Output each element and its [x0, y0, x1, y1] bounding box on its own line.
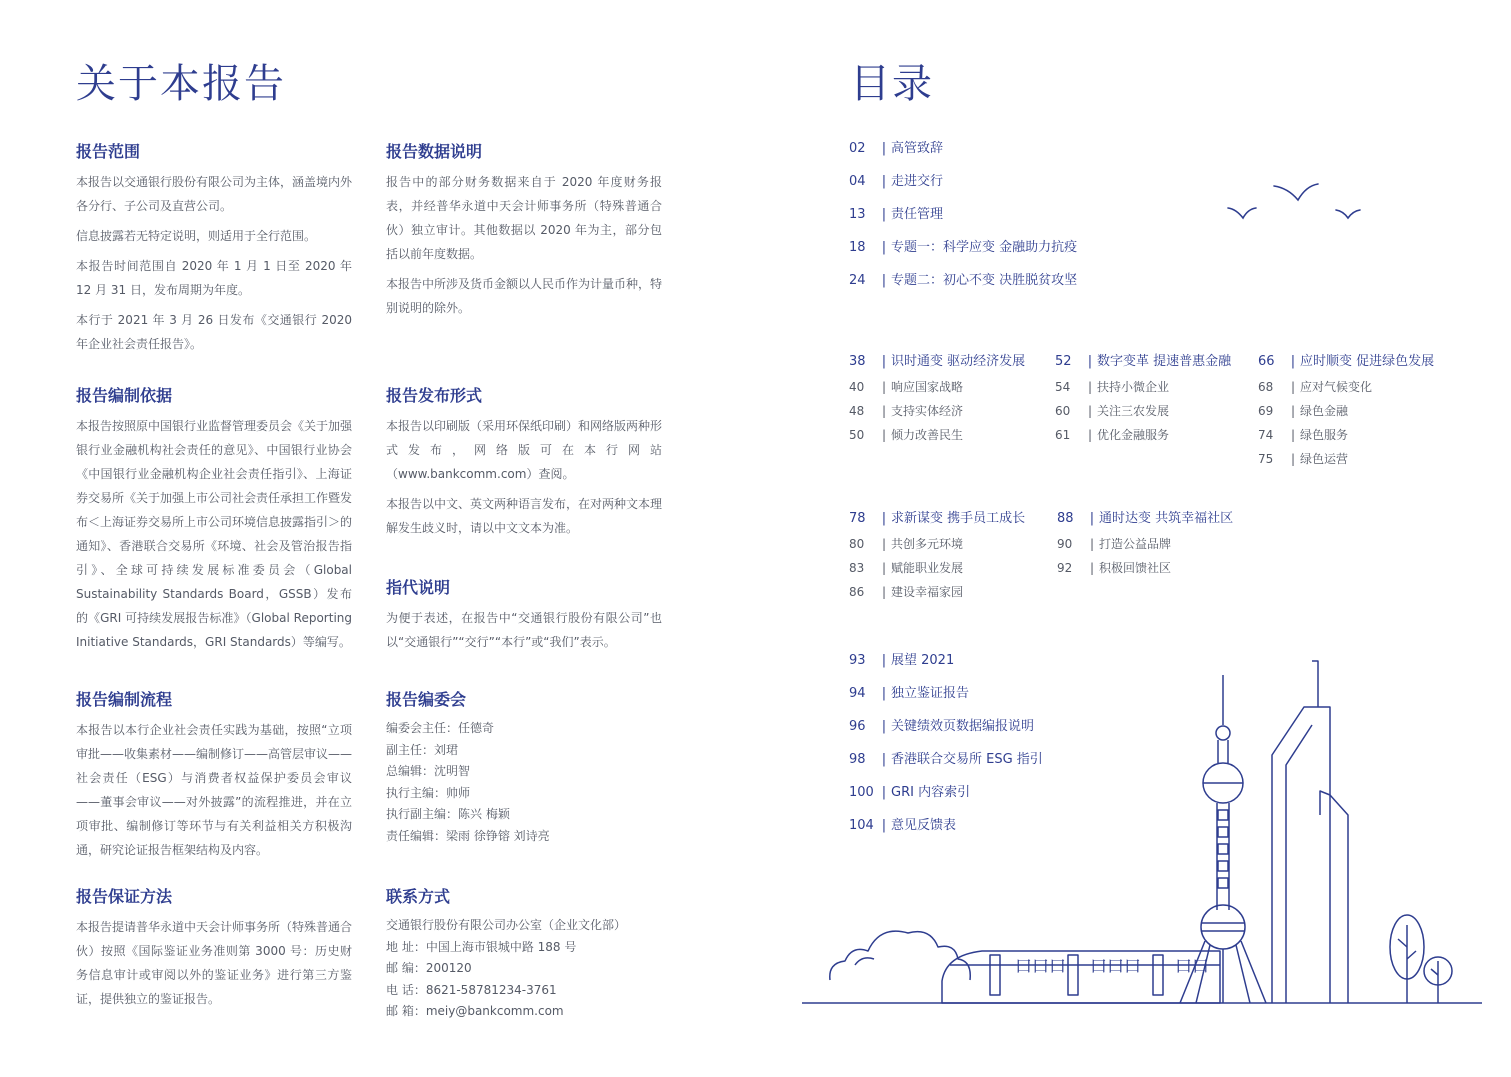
section-heading: 联系方式: [386, 887, 451, 906]
toc-item[interactable]: [849, 140, 943, 158]
toc-separator: |: [881, 585, 887, 599]
toc-page-number: 93: [849, 653, 866, 668]
section-contact: [386, 885, 686, 1023]
toc-page-number: 54: [1055, 380, 1071, 394]
section-heading: 报告编委会: [386, 690, 467, 709]
toc-label: 数字变革 提速普惠金融: [1097, 354, 1232, 369]
toc-page-number: 96: [849, 719, 866, 734]
toc-page-number: 52: [1055, 354, 1072, 369]
section-basis: [76, 384, 352, 660]
toc-label: 专题一：科学应变 金融助力抗疫: [891, 240, 1078, 255]
toc-label: 绿色金融: [1300, 404, 1349, 418]
toc-separator: |: [881, 653, 887, 668]
toc-page-number: 02: [849, 141, 866, 156]
toc-chapter[interactable]: [1258, 353, 1434, 371]
toc-separator: |: [1290, 428, 1296, 442]
toc-separator: |: [881, 240, 887, 255]
contact-email: 邮 箱：meiy@bankcomm.com: [386, 1004, 564, 1018]
toc-subitem[interactable]: [1258, 450, 1348, 468]
contact-line: 电 话：8621-58781234-3761: [386, 982, 557, 997]
toc-page-number: 98: [849, 752, 866, 767]
toc-separator: |: [881, 273, 887, 288]
paragraph: 本报告按照原中国银行业监督管理委员会《关于加强银行业金融机构社会责任的意见》、中国银行业协会《中国银行业金融机构企业社会责任指引》、上海证券交易所《关于加强上市公司社会责任承担工作暨发布＜上海证券交易所上市公司环境信息披露指引＞的通知》、香港联合交易所《环境、社会及管治报告指引》、全球可持续发展标准委员会（Global Sustainability Standards Board，GSSB）发布的《GRI 可持续发展报告标准》（Global Reporting Initiative Standards，GRI Standards）等编写。: [76, 419, 353, 649]
toc-subitem[interactable]: [1057, 559, 1171, 577]
section-heading: 报告保证方法: [76, 887, 173, 906]
birds-icon: [1220, 178, 1370, 228]
toc-label: 关注三农发展: [1097, 404, 1170, 418]
paragraph: 本报告提请普华永道中天会计师事务所（特殊普通合伙）按照《国际鉴证业务准则第 3000 号：历史财务信息审计或审阅以外的鉴证业务》进行第三方鉴证，提供独立的鉴证报告。: [76, 920, 353, 1006]
toc-separator: |: [881, 354, 887, 369]
editorial-line: 执行主编：帅师: [386, 785, 471, 800]
toc-page-number: 38: [849, 354, 866, 369]
toc-label: 打造公益品牌: [1099, 537, 1172, 551]
toc-separator: |: [881, 141, 887, 156]
contact-line: 交通银行股份有限公司办公室（企业文化部）: [386, 918, 627, 932]
toc-separator: |: [881, 785, 887, 800]
paragraph: 本报告以中文、英文两种语言发布，在对两种文本理解发生歧义时，请以中文文本为准。: [386, 497, 663, 535]
toc-page-number: 74: [1258, 428, 1274, 442]
section-process: [76, 688, 352, 868]
toc-separator: |: [881, 380, 887, 394]
section-heading: 报告数据说明: [386, 142, 483, 161]
editorial-line: 编委会主任：任德奇: [386, 721, 495, 735]
train-windows: 口口: [1175, 957, 1209, 977]
section-reference: [386, 576, 662, 660]
paragraph: 为便于表述，在报告中“交通银行股份有限公司”也以“交通银行”“交行”“本行”或“我们”表示。: [386, 611, 662, 649]
toc-separator: |: [1087, 428, 1093, 442]
toc-subitem[interactable]: [849, 559, 963, 577]
toc-separator: |: [881, 537, 887, 551]
section-heading: 报告编制依据: [76, 386, 173, 405]
toc-page-number: 100: [849, 785, 874, 800]
toc-separator: |: [1089, 511, 1095, 526]
toc-page-number: 40: [849, 380, 865, 394]
section-heading: 报告范围: [76, 142, 141, 161]
toc-label: 绿色服务: [1300, 428, 1349, 442]
editorial-line: 责任编辑：梁雨 徐铮镕 刘诗亮: [386, 828, 550, 843]
toc-label: GRI 内容索引: [891, 785, 971, 800]
toc-label: 求新谋变 携手员工成长: [891, 511, 1026, 526]
toc-page-number: 75: [1258, 452, 1274, 466]
toc-label: 共创多元环境: [891, 537, 964, 551]
paragraph: 信息披露若无特定说明，则适用于全行范围。: [76, 229, 317, 243]
toc-page-number: 90: [1057, 537, 1073, 551]
toc-page-number: 48: [849, 404, 865, 418]
toc-item[interactable]: [849, 173, 943, 191]
toc-label: 扶持小微企业: [1097, 380, 1170, 394]
toc-separator: |: [1290, 404, 1296, 418]
toc-subitem[interactable]: [849, 535, 963, 553]
section-heading: 指代说明: [386, 578, 451, 597]
toc-page-number: 13: [849, 207, 866, 222]
paragraph: 报告中的部分财务数据来自于 2020 年度财务报表，并经普华永道中天会计师事务所（特殊普通合伙）独立审计。其他数据以 2020 年为主，部分包括以前年度数据。: [386, 175, 662, 261]
toc-chapter[interactable]: [1055, 353, 1231, 371]
toc-page-number: 18: [849, 240, 866, 255]
toc-page-number: 94: [849, 686, 866, 701]
contact-line: 邮 编：200120: [386, 961, 472, 975]
paragraph: 本报告以印刷版（采用环保纸印刷）和网络版两种形式发布，网络版可在本行网站（www.bankcomm.com）查阅。: [386, 419, 663, 481]
toc-label: 支持实体经济: [891, 404, 964, 418]
toc-page-number: 80: [849, 537, 865, 551]
toc-subitem[interactable]: [1258, 402, 1348, 420]
toc-separator: |: [1087, 354, 1093, 369]
page-title-about: 关于本报告: [76, 61, 286, 107]
toc-separator: |: [1290, 452, 1296, 466]
toc-separator: |: [881, 719, 887, 734]
toc-subitem[interactable]: [849, 402, 963, 420]
toc-subitem[interactable]: [1258, 426, 1348, 444]
toc-page-number: 68: [1258, 380, 1274, 394]
toc-separator: |: [881, 174, 887, 189]
editorial-line: 副主任：刘珺: [386, 742, 459, 757]
toc-item[interactable]: [849, 239, 1077, 257]
train-windows: 口口口: [1090, 957, 1141, 977]
toc-separator: |: [1290, 354, 1296, 369]
toc-separator: |: [881, 561, 887, 575]
toc-page-number: 92: [1057, 561, 1073, 575]
paragraph: 本报告以本行企业社会责任实践为基础，按照“立项审批——收集素材——编制修订——高管层审议——社会责任（ESG）与消费者权益保护委员会审议——董事会审议——对外披露”的流程推进，并在立项审批、编制修订等环节与有关利益相关方积极沟通，研究论证报告框架结构及内容。: [76, 723, 353, 857]
toc-chapter[interactable]: [849, 353, 1025, 371]
toc-subitem[interactable]: [1055, 426, 1169, 444]
toc-page-number: 86: [849, 585, 865, 599]
toc-separator: |: [881, 818, 887, 833]
toc-label: 走进交行: [891, 174, 944, 189]
toc-label: 通时达变 共筑幸福社区: [1099, 511, 1234, 526]
toc-label: 优化金融服务: [1097, 428, 1170, 442]
toc-item[interactable]: [849, 206, 943, 224]
toc-label: 赋能职业发展: [891, 561, 964, 575]
toc-page-number: 04: [849, 174, 866, 189]
toc-page-number: 61: [1055, 428, 1071, 442]
toc-separator: |: [881, 404, 887, 418]
toc-chapter[interactable]: [849, 510, 1025, 528]
paragraph: 本报告中所涉及货币金额以人民币作为计量币种，特别说明的除外。: [386, 277, 663, 315]
toc-subitem[interactable]: [1055, 378, 1169, 396]
toc-label: 识时通变 驱动经济发展: [891, 354, 1026, 369]
toc-subitem[interactable]: [1057, 535, 1171, 553]
page-title-toc: 目录: [850, 61, 934, 107]
toc-chapter[interactable]: [1057, 510, 1233, 528]
train-windows: 口口口: [1015, 957, 1066, 977]
toc-separator: |: [881, 511, 887, 526]
toc-label: 积极回馈社区: [1099, 561, 1172, 575]
section-assurance: [76, 885, 352, 1017]
toc-page-number: 104: [849, 818, 874, 833]
toc-separator: |: [881, 686, 887, 701]
city-skyline-illustration: [800, 655, 1490, 1010]
toc-label: 展望 2021: [891, 653, 955, 668]
toc-label: 响应国家战略: [891, 380, 964, 394]
paragraph: 本报告以交通银行股份有限公司为主体，涵盖境内外各分行、子公司及直营公司。: [76, 175, 353, 213]
toc-page-number: 60: [1055, 404, 1071, 418]
toc-page-number: 50: [849, 428, 865, 442]
toc-label: 关键绩效页数据编报说明: [891, 719, 1035, 734]
toc-separator: |: [1089, 537, 1095, 551]
toc-separator: |: [1087, 380, 1093, 394]
toc-label: 香港联合交易所 ESG 指引: [891, 752, 1043, 767]
toc-label: 倾力改善民生: [891, 428, 964, 442]
section-heading: 报告发布形式: [386, 386, 483, 405]
contact-line: 地 址：中国上海市银城中路 188 号: [386, 939, 577, 954]
paragraph: 本行于 2021 年 3 月 26 日发布《交通银行 2020 年企业社会责任报告》。: [76, 313, 352, 351]
toc-subitem[interactable]: [849, 378, 963, 396]
toc-separator: |: [881, 428, 887, 442]
toc-label: 应时顺变 促进绿色发展: [1300, 354, 1435, 369]
toc-separator: |: [881, 207, 887, 222]
section-format: [386, 384, 662, 546]
toc-label: 绿色运营: [1300, 452, 1349, 466]
toc-page-number: 69: [1258, 404, 1274, 418]
toc-page-number: 66: [1258, 354, 1275, 369]
toc-separator: |: [881, 752, 887, 767]
toc-label: 应对气候变化: [1300, 380, 1373, 394]
section-editorial: [386, 688, 662, 847]
toc-label: 责任管理: [891, 207, 944, 222]
toc-page-number: 24: [849, 273, 866, 288]
toc-subitem[interactable]: [1055, 402, 1169, 420]
toc-subitem[interactable]: [849, 583, 963, 601]
toc-label: 高管致辞: [891, 141, 944, 156]
section-scope: [76, 140, 352, 362]
toc-page-number: 83: [849, 561, 865, 575]
toc-label: 建设幸福家园: [891, 585, 964, 599]
toc-label: 专题二：初心不变 决胜脱贫攻坚: [891, 273, 1078, 288]
toc-separator: |: [1290, 380, 1296, 394]
toc-label: 意见反馈表: [891, 818, 957, 833]
toc-page-number: 78: [849, 511, 866, 526]
toc-item[interactable]: [849, 272, 1077, 290]
toc-subitem[interactable]: [1258, 378, 1372, 396]
section-heading: 报告编制流程: [76, 690, 173, 709]
editorial-line: 执行副主编：陈兴 梅颖: [386, 807, 510, 821]
toc-separator: |: [1087, 404, 1093, 418]
editorial-line: 总编辑：沈明智: [386, 764, 471, 778]
paragraph: 本报告时间范围自 2020 年 1 月 1 日至 2020 年 12 月 31 日，发布周期为年度。: [76, 259, 352, 297]
toc-subitem[interactable]: [849, 426, 963, 444]
toc-page-number: 88: [1057, 511, 1074, 526]
toc-label: 独立鉴证报告: [891, 686, 970, 701]
toc-separator: |: [1089, 561, 1095, 575]
section-data: [386, 140, 662, 326]
